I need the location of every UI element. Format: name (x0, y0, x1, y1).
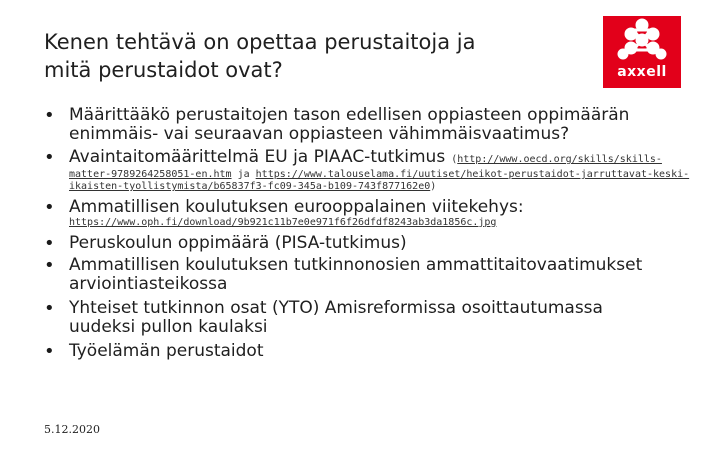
bullet-1-line-2: enimmäis- vai seuraavan oppiasteen vähimmäisvaatimus? (69, 124, 570, 144)
bullet-icon: • (44, 298, 55, 319)
bullet-icon: • (44, 341, 55, 362)
list-item (44, 342, 694, 361)
list-item (44, 106, 694, 144)
list-item (44, 234, 694, 253)
talouselama-link-continued[interactable]: ikaisten-tyollistymista/b65837f3-fc09-345a-b109-743f877162e0 (69, 181, 431, 192)
bullet-5-line-2: arviointiasteikossa (69, 274, 228, 294)
list-item (44, 256, 694, 294)
bullet-2-paren-open: ( (445, 154, 458, 165)
list-item (44, 148, 694, 193)
bullet-2-and: ja (231, 169, 256, 180)
bullet-icon: • (44, 197, 55, 218)
logo-wordmark: axxell (617, 64, 667, 80)
bullet-1-line-1: Määrittääkö perustaitojen tason edellisen oppiasteen oppimäärän (69, 105, 630, 125)
axxell-logo (603, 16, 681, 88)
slide-title-line-1: Kenen tehtävä on opettaa perustaitoja ja (44, 30, 476, 54)
bullet-5-line-1: Ammatillisen koulutuksen tutkinnonosien ammattitaitovaatimukset (69, 255, 643, 275)
list-item (44, 299, 694, 337)
oecd-link-continued[interactable]: matter-9789264258051-en.htm (69, 169, 232, 180)
slide-date: 5.12.2020 (44, 423, 100, 436)
bullet-2-text: Avaintaitomäärittelmä EU ja PIAAC-tutkimus (69, 147, 446, 167)
bullet-2-paren-close: ) (430, 181, 437, 192)
bullet-icon: • (44, 105, 55, 126)
bullet-7-text: Työelämän perustaidot (69, 341, 264, 361)
oph-link[interactable]: https://www.oph.fi/download/9b921c11b7e0e971f6f26dfdf8243ab3da1856c.jpg (69, 217, 497, 228)
bullet-6-line-2: uudeksi pullon kaulaksi (69, 317, 268, 337)
bullet-6-line-1: Yhteiset tutkinnon osat (YTO) Amisreformissa osoittautumassa (69, 298, 603, 318)
bullet-icon: • (44, 147, 55, 168)
bullet-icon: • (44, 233, 55, 254)
bullet-icon: • (44, 255, 55, 276)
talouselama-link[interactable]: https://www.talouselama.fi/uutiset/heikot-perustaidot-jarruttavat-keski- (255, 169, 690, 180)
slide-title-line-2: mitä perustaidot ovat? (44, 58, 283, 82)
bullet-4-text: Peruskoulun oppimäärä (PISA-tutkimus) (69, 233, 407, 253)
slide-title (44, 28, 584, 84)
bullet-3-text: Ammatillisen koulutuksen eurooppalainen viitekehys: (69, 197, 524, 217)
molecule-icon (603, 16, 681, 66)
list-item (44, 198, 694, 229)
oecd-link[interactable]: http://www.oecd.org/skills/skills- (457, 154, 662, 165)
